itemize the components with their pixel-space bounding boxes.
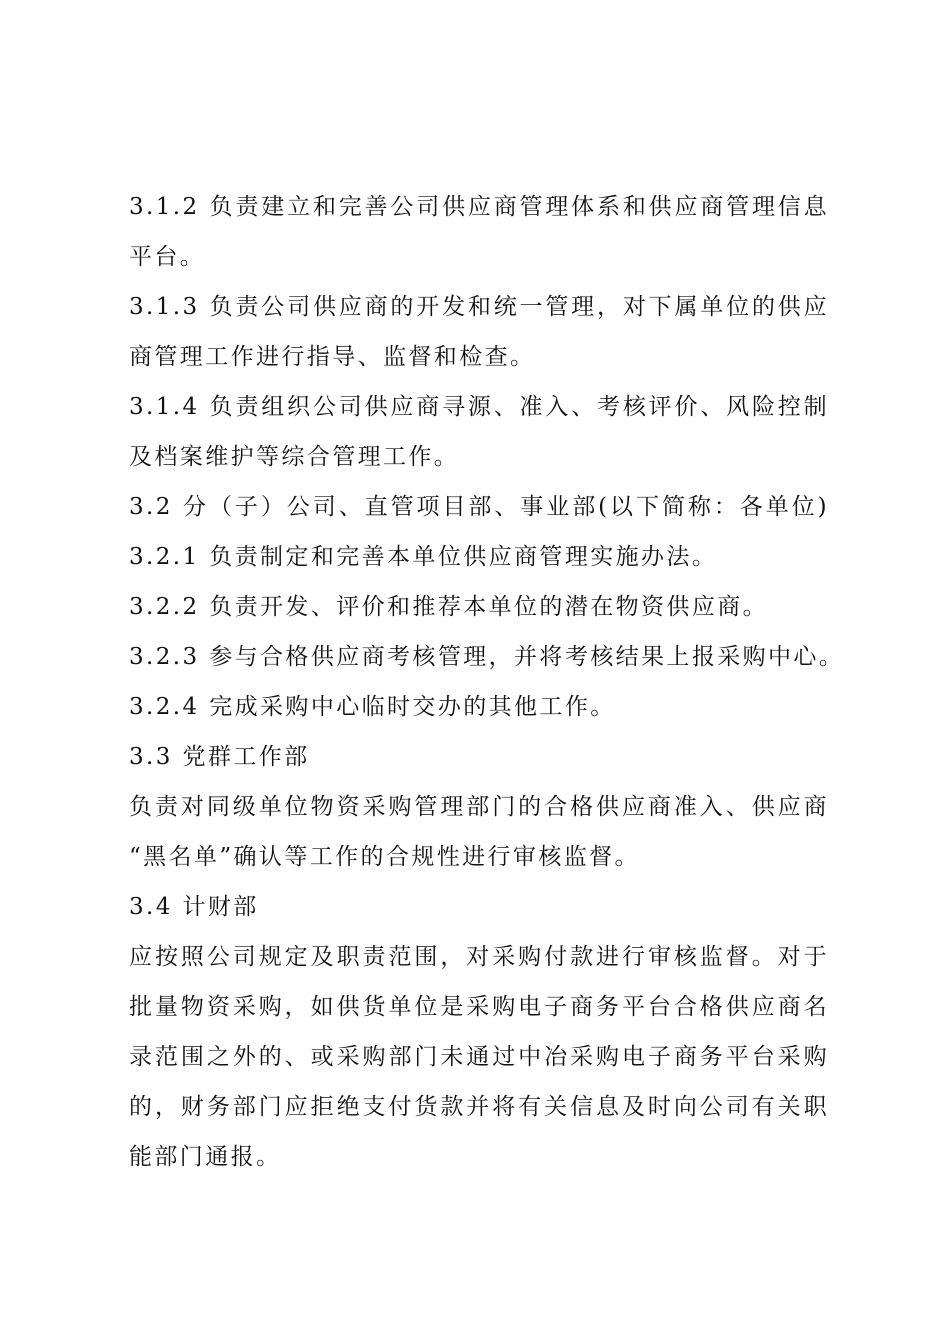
text-line: 负责对同级单位物资采购管理部门的合格供应商准入、供应商	[129, 794, 829, 820]
section-heading: 3.3 党群工作部	[129, 744, 310, 770]
text-line: 3.2.4 完成采购中心临时交办的其他工作。	[129, 694, 616, 720]
text-line: 应按照公司规定及职责范围，对采购付款进行审核监督。对于	[129, 944, 829, 970]
section-heading: 3.2 分（子）公司、直管项目部、事业部(以下简称：各单位)	[129, 494, 829, 520]
document-body	[129, 182, 845, 1182]
text-line: 3.1.3 负责公司供应商的开发和统一管理，对下属单位的供应	[129, 294, 829, 320]
text-line: 能部门通报。	[129, 1144, 282, 1170]
text-line: 3.2.1 负责制定和完善本单位供应商管理实施办法。	[129, 544, 718, 570]
text-line: 3.2.3 参与合格供应商考核管理，并将考核结果上报采购中心。	[129, 644, 845, 670]
text-line: 的，财务部门应拒绝支付货款并将有关信息及时向公司有关职	[129, 1094, 829, 1120]
text-line: 录范围之外的、或采购部门未通过中冶采购电子商务平台采购	[129, 1044, 829, 1070]
section-heading: 3.4 计财部	[129, 894, 259, 920]
text-line: 批量物资采购，如供货单位是采购电子商务平台合格供应商名	[129, 994, 829, 1020]
text-line: 3.1.2 负责建立和完善公司供应商管理体系和供应商管理信息	[129, 194, 829, 220]
text-line: 商管理工作进行指导、监督和检查。	[129, 344, 536, 370]
text-line: 及档案维护等综合管理工作。	[129, 444, 460, 470]
text-line: “黑名单”确认等工作的合规性进行审核监督。	[129, 844, 640, 870]
text-line: 3.2.2 负责开发、评价和推荐本单位的潜在物资供应商。	[129, 594, 769, 620]
text-line: 平台。	[129, 244, 206, 270]
text-line: 3.1.4 负责组织公司供应商寻源、准入、考核评价、风险控制	[129, 394, 829, 420]
